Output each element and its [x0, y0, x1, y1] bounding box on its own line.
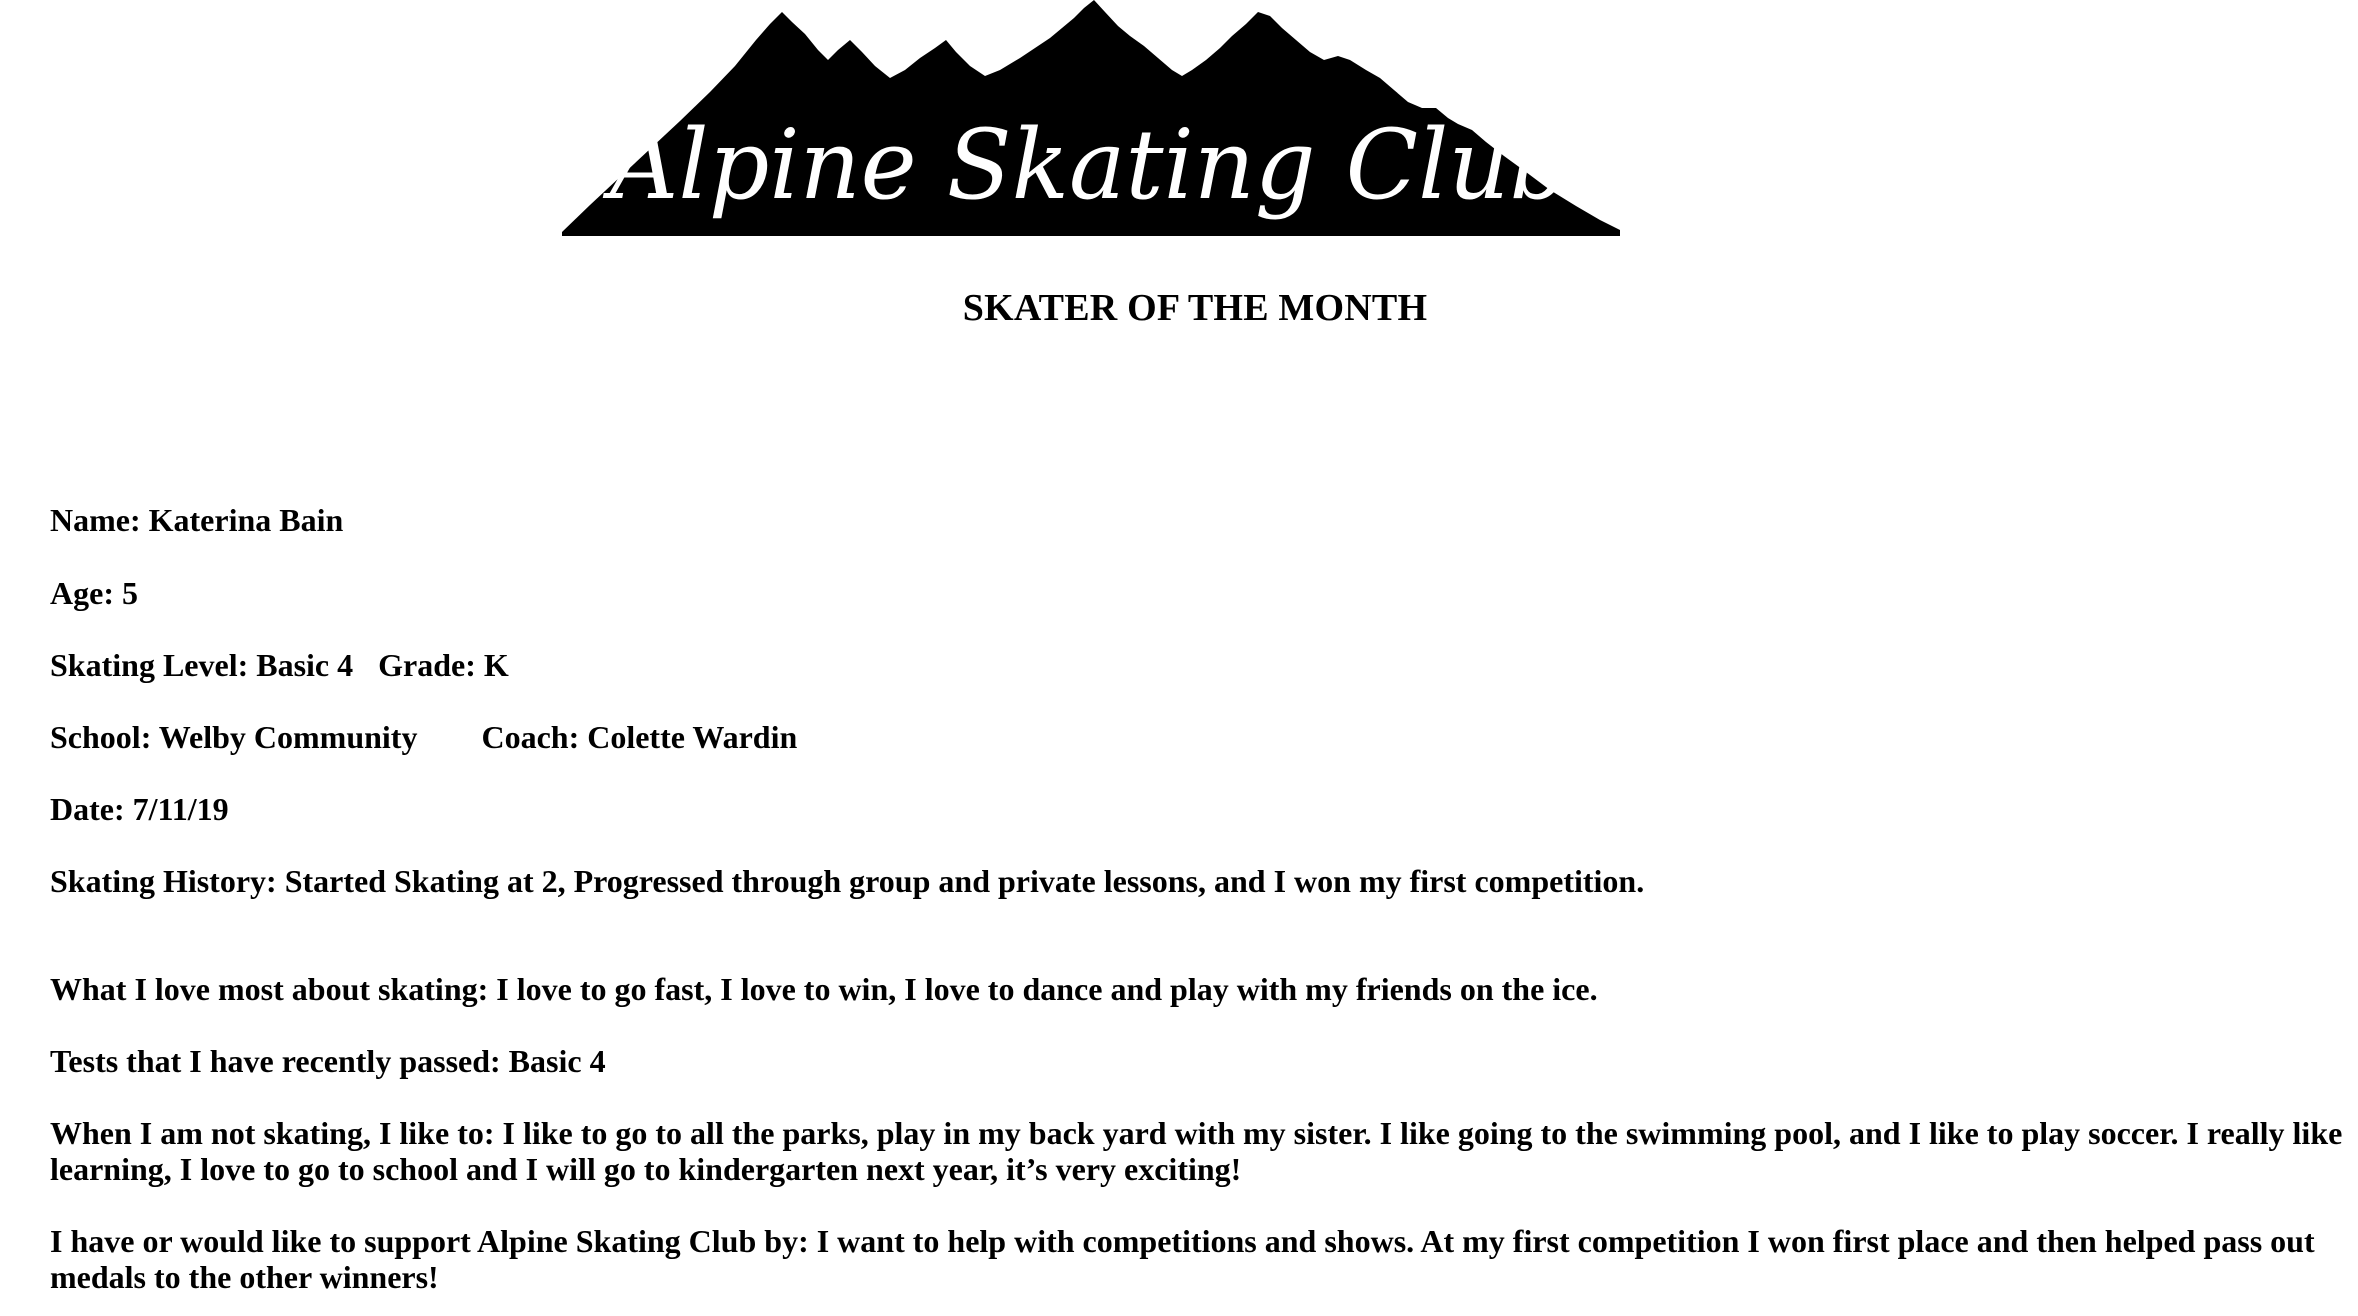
skating-level-field: Skating Level: Basic 4 — [50, 647, 354, 683]
grade-field: Grade: K — [378, 647, 509, 683]
age-field: Age: 5 — [50, 575, 138, 611]
support-club-field: I have or would like to support Alpine Skating Club by: I want to help with competitions and shows. At my first competition I won first place and then helped pass out medals to the other winners! — [50, 1223, 2315, 1295]
tests-passed-field: Tests that I have recently passed: Basic 4 — [50, 1043, 606, 1079]
school-coach-line — [50, 719, 797, 755]
club-logo — [560, 0, 1920, 240]
date-field: Date: 7/11/19 — [50, 791, 229, 827]
love-about-skating-field: What I love most about skating: I love to go fast, I love to win, I love to dance and play with my friends on the ice. — [50, 971, 1598, 1007]
not-skating-field: When I am not skating, I like to: I like to go to all the parks, play in my back yard with my sister. I like going to the swimming pool, and I like to play soccer. I really like learning, I love to go to school and I will go to kindergarten next year, it’s very exciting! — [50, 1115, 2343, 1187]
name-field: Name: Katerina Bain — [50, 502, 344, 538]
skating-history-field: Skating History: Started Skating at 2, Progressed through group and private lessons, and I won my first competition. — [50, 863, 1645, 899]
coach-field: Coach: Colette Wardin — [481, 719, 798, 755]
logo-text: Alpine Skating Club — [602, 109, 1570, 221]
school-field: School: Welby Community — [50, 719, 418, 755]
document-title: SKATER OF THE MONTH — [962, 287, 1428, 329]
mountain-logo-graphic — [560, 0, 1920, 240]
level-grade-line — [50, 647, 509, 683]
